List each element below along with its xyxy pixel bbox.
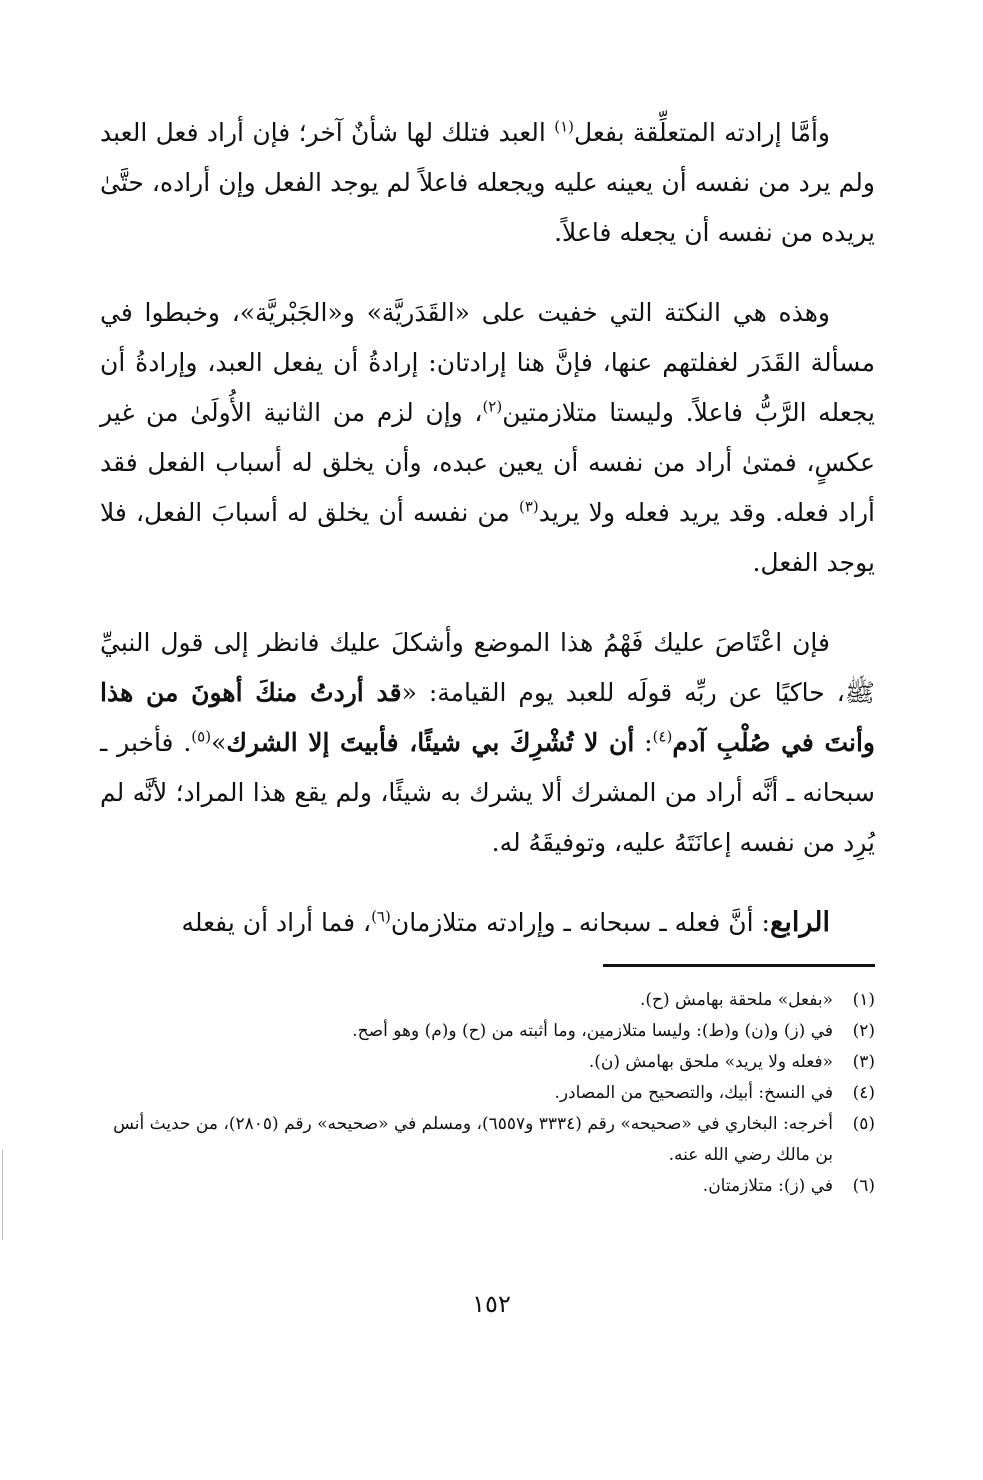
footnote-number: (٣) <box>852 1052 875 1072</box>
footnote-text: في (ز): متلازمتان. <box>702 1176 833 1196</box>
footnote-text: أخرجه: البخاري في «صحيحه» رقم (٣٣٣٤ و٦٥٥٧)، ومسلم في «صحيحه» رقم (٢٨٠٥)، من حديث أنس بن مالك رضي الله عنه. <box>113 1114 833 1165</box>
paragraph-text: وهذه هي النكتة التي خفيت على «القَدَريَّة» و«الجَبْريَّة»، وخبطوا في مسألة القَدَر لغفلتهم عنها، فإنَّ هنا إرادتان: إرادةُ أن يفعل العبد، وإرادةُ أن يجعله الرَّبُّ فاعلاً. وليستا متلازمتين <box>100 298 875 427</box>
paragraph-1 <box>100 108 875 258</box>
paragraph-text: من نفسه أن يخلق له أسبابَ الفعل، فلا يوجد الفعل. <box>100 498 875 577</box>
footnote-ref: (٥) <box>191 727 212 746</box>
page-number: ١٥٢ <box>472 1290 511 1318</box>
paragraph-text: وأمَّا إرادته المتعلِّقة بفعل <box>573 118 831 147</box>
footnote-item <box>100 1109 875 1171</box>
paragraph-4 <box>100 898 875 948</box>
footnote-number: (٤) <box>852 1083 875 1103</box>
hadith-text: أن لا تُشْرِكَ بي شيئًا، فأبيتَ إلا الشرك <box>226 728 635 757</box>
footnote-ref: (٢) <box>482 397 503 416</box>
main-text <box>100 108 875 948</box>
paragraph-text: : <box>634 728 653 757</box>
footnote-item <box>100 985 875 1016</box>
paragraph-text: ، وإن لزم من الثانية الأُولَىٰ من غير عكسٍ، فمتىٰ أراد من نفسه أن يعين عبده، وأن يخلق له أسباب الفعل فقد أراد فعله. وقد يريد فعله ولا يريد <box>100 398 876 527</box>
footnote-number: (٥) <box>852 1114 875 1134</box>
footnote-separator <box>603 964 875 967</box>
footnote-text: في النسخ: أبيك، والتصحيح من المصادر. <box>554 1083 833 1103</box>
section-heading-word: الرابع <box>769 907 830 938</box>
scan-edge-line <box>2 1150 3 1240</box>
footnote-number: (٦) <box>852 1176 875 1196</box>
footnote-item <box>100 1047 875 1078</box>
paragraph-text: فإن اعْتَاصَ عليك فَهْمُ هذا الموضع وأشكلَ عليك فانظر إلى قول النبيِّ ﷺ، حاكيًا عن ربِّه قولَه للعبد يوم القيامة: « <box>100 628 875 707</box>
footnote-item <box>100 1078 875 1109</box>
footnote-item <box>100 1016 875 1047</box>
footnote-ref: (١) <box>554 117 574 136</box>
paragraph-text: . فأخبر ـ سبحانه ـ أنَّه أراد من المشرك ألا يشرك به شيئًا، ولم يقع هذا المراد؛ لأنَّه لم يُرِد من نفسه إعانَتَهُ عليه، وتوفيقَهُ له. <box>100 728 875 857</box>
paragraph-3 <box>100 618 875 868</box>
footnotes <box>100 985 875 1202</box>
hadith-text: قد أردتُ منكَ أهونَ من هذا وأنتَ في صُلْبِ آدم <box>100 678 875 757</box>
footnote-ref: (٤) <box>652 727 673 746</box>
paragraph-text: ، فما أراد أن يفعله <box>181 908 372 937</box>
paragraph-text: : أنَّ فعله ـ سبحانه ـ وإرادته متلازمان <box>390 908 770 937</box>
footnote-item <box>100 1171 875 1202</box>
paragraph-2 <box>100 288 875 588</box>
footnote-text: «فعله ولا يريد» ملحق بهامش (ن). <box>588 1052 833 1072</box>
footnote-number: (١) <box>852 990 875 1010</box>
footnote-ref: (٣) <box>518 497 539 516</box>
footnote-number: (٢) <box>852 1021 875 1041</box>
footnote-text: «بفعل» ملحقة بهامش (ح). <box>639 990 833 1010</box>
paragraph-text: » <box>211 728 227 757</box>
footnote-ref: (٦) <box>371 907 391 926</box>
footnote-text: في (ز) و(ن) و(ط): وليسا متلازمين، وما أثبته من (ح) و(م) وهو أصح. <box>352 1021 833 1041</box>
paragraph-text: العبد فتلك لها شأنٌ آخر؛ فإن أراد فعل العبد ولم يرد من نفسه أن يعينه عليه ويجعله فاعلاً لم يوجد الفعل وإن أراده، حتَّىٰ يريده من نفسه أن يجعله فاعلاً. <box>100 118 875 247</box>
